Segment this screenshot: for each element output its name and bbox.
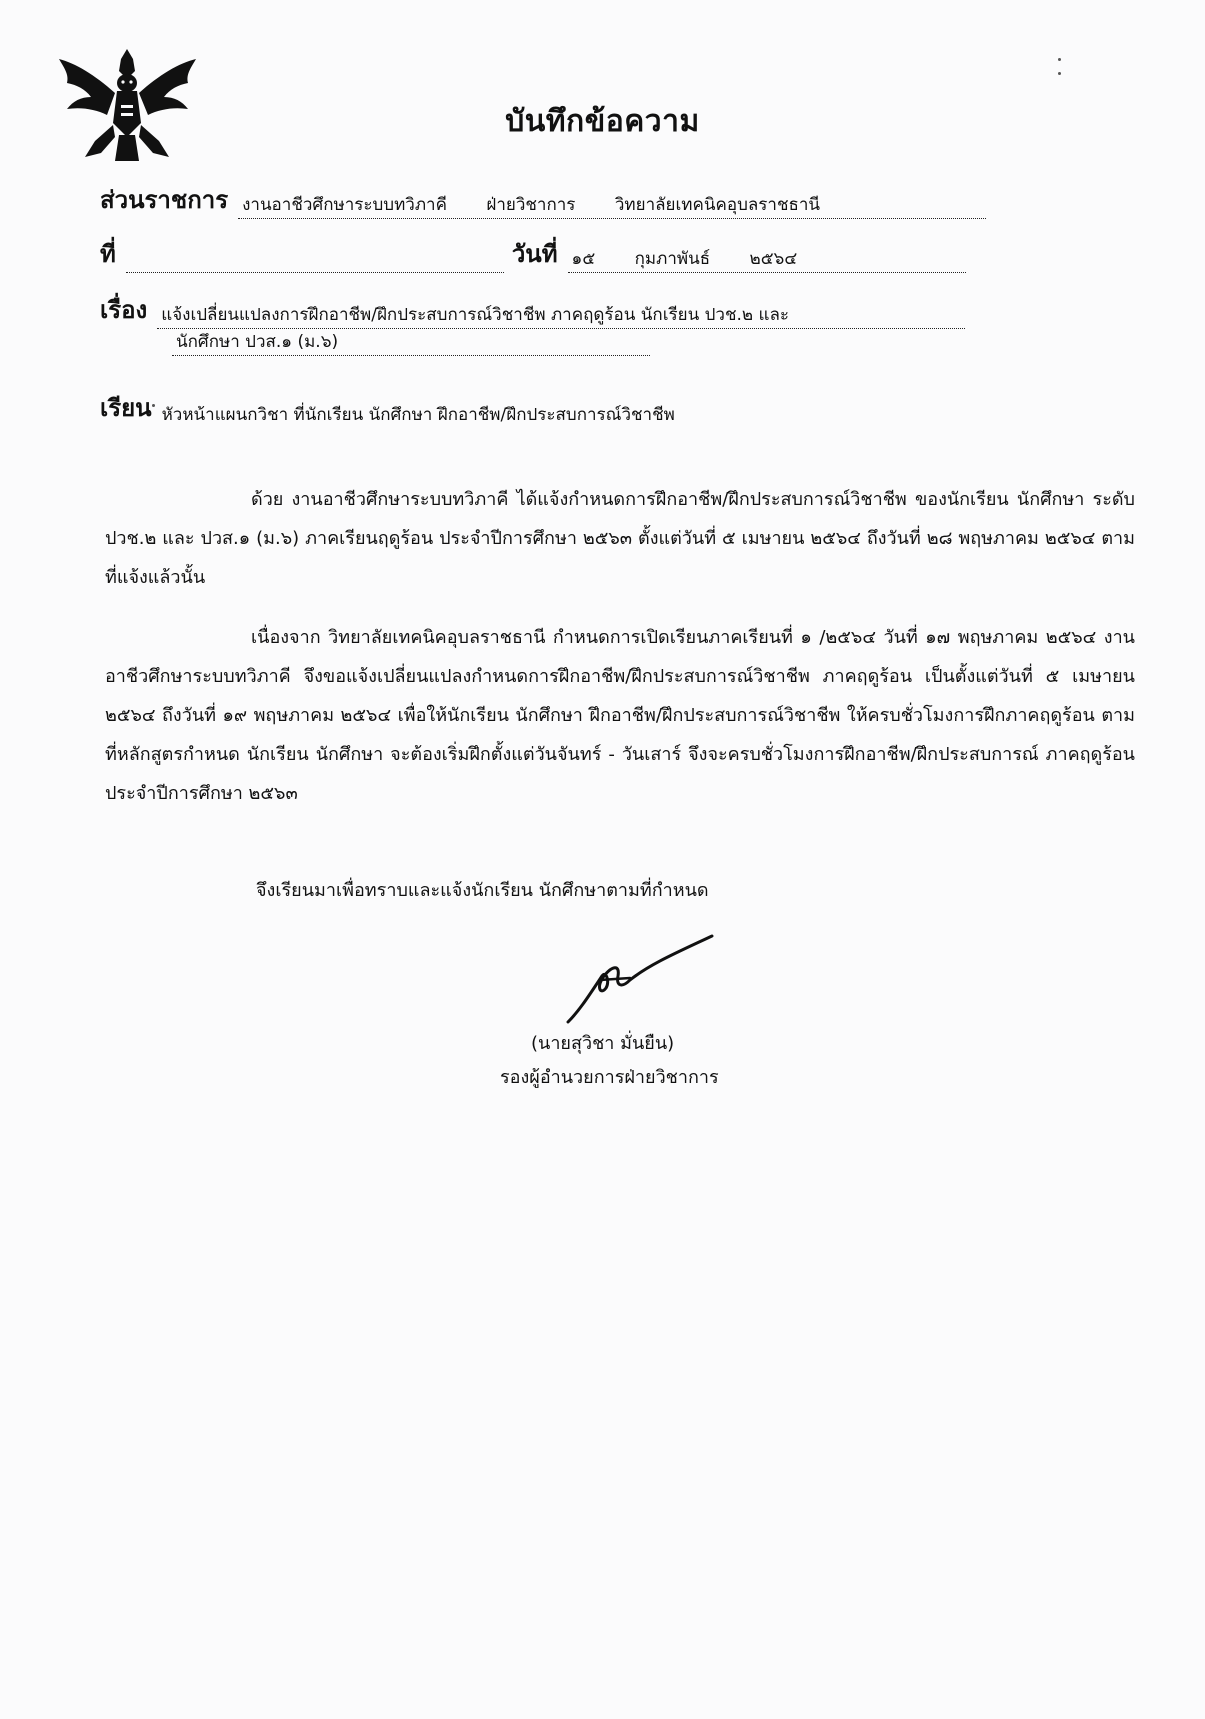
date-value <box>568 247 966 273</box>
subject-line-2: นักศึกษา ปวส.๑ (ม.๖) <box>172 330 650 356</box>
signatory-name: (นายสุวิชา มั่นยืน) <box>531 1033 675 1054</box>
to-label: เรียน <box>100 394 152 422</box>
date-month: กุมภาพันธ์ <box>634 249 711 269</box>
date-label: วันที่ <box>511 240 558 268</box>
scan-speck <box>1058 72 1061 75</box>
ref-label: ที่ <box>100 240 116 268</box>
subject-row-2 <box>172 330 650 356</box>
date-day: ๑๕ <box>571 249 596 269</box>
signatory-position: รองผู้อำนวยการฝ่ายวิชาการ <box>500 1067 719 1088</box>
memo-title: บันทึกข้อความ <box>505 104 700 139</box>
agency-division: ฝ่ายวิชาการ <box>486 195 576 215</box>
subject-label: เรื่อง <box>100 296 148 324</box>
to-value: หัวหน้าแผนกวิชา ที่นักเรียน นักศึกษา ฝึกอาชีพ/ฝึกประสบการณ์วิชาชีพ <box>161 405 675 425</box>
body-paragraph-2: เนื่องจาก วิทยาลัยเทคนิคอุบลราชธานี กำหนดการเปิดเรียนภาคเรียนที่ ๑ /๒๕๖๔ วันที่ ๑๗ พฤษภาคม ๒๕๖๔ งานอาชีวศึกษาระบบทวิภาคี จึงขอแจ้งเปลี่ยนแปลงกำหนดการฝึกอาชีพ/ฝึกประสบการณ์วิชาชีพ ภาคฤดูร้อน เป็นตั้งแต่วันที่ ๕ เมษายน ๒๕๖๔ ถึงวันที่ ๑๙ พฤษภาคม ๒๕๖๔ เพื่อให้นักเรียน นักศึกษา ฝึกอาชีพ/ฝึกประสบการณ์วิชาชีพ ให้ครบชั่วโมงการฝึกภาคฤดูร้อน ตามที่หลักสูตรกำหนด นักเรียน นักศึกษา จะต้องเริ่มฝึกตั้งแต่วันจันทร์ - วันเสาร์ จึงจะครบชั่วโมงการฝึกอาชีพ/ฝึกประสบการณ์ ภาคฤดูร้อน ประจำปีการศึกษา ๒๕๖๓ <box>105 627 1135 804</box>
subject-line-1: แจ้งเปลี่ยนแปลงการฝึกอาชีพ/ฝึกประสบการณ์วิชาชีพ ภาคฤดูร้อน นักเรียน ปวช.๒ และ <box>157 303 965 329</box>
agency-label: ส่วนราชการ <box>100 186 229 214</box>
date-year: ๒๕๖๔ <box>749 249 798 269</box>
agency-value <box>238 193 986 219</box>
agency-unit: งานอาชีวศึกษาระบบทวิภาคี <box>242 195 447 215</box>
agency-college: วิทยาลัยเทคนิคอุบลราชธานี <box>614 195 821 215</box>
scan-speck <box>152 404 155 407</box>
signature-scribble <box>560 930 720 1030</box>
subject-row <box>100 290 965 329</box>
ref-value <box>126 247 504 273</box>
ref-date-row <box>100 234 966 273</box>
closing-sentence: จึงเรียนมาเพื่อทราบและแจ้งนักเรียน นักศึกษาตามที่กำหนด <box>256 880 709 901</box>
scan-speck <box>1058 58 1061 61</box>
agency-row <box>100 180 986 219</box>
to-row <box>100 388 675 427</box>
body-paragraph-1: ด้วย งานอาชีวศึกษาระบบทวิภาคี ได้แจ้งกำหนดการฝึกอาชีพ/ฝึกประสบการณ์วิชาชีพ ของนักเรียน นักศึกษา ระดับ ปวช.๒ และ ปวส.๑ (ม.๖) ภาคเรียนฤดูร้อน ประจำปีการศึกษา ๒๕๖๓ ตั้งแต่วันที่ ๕ เมษายน ๒๕๖๔ ถึงวันที่ ๒๘ พฤษภาคม ๒๕๖๔ ตามที่แจ้งแล้วนั้น <box>105 489 1135 588</box>
